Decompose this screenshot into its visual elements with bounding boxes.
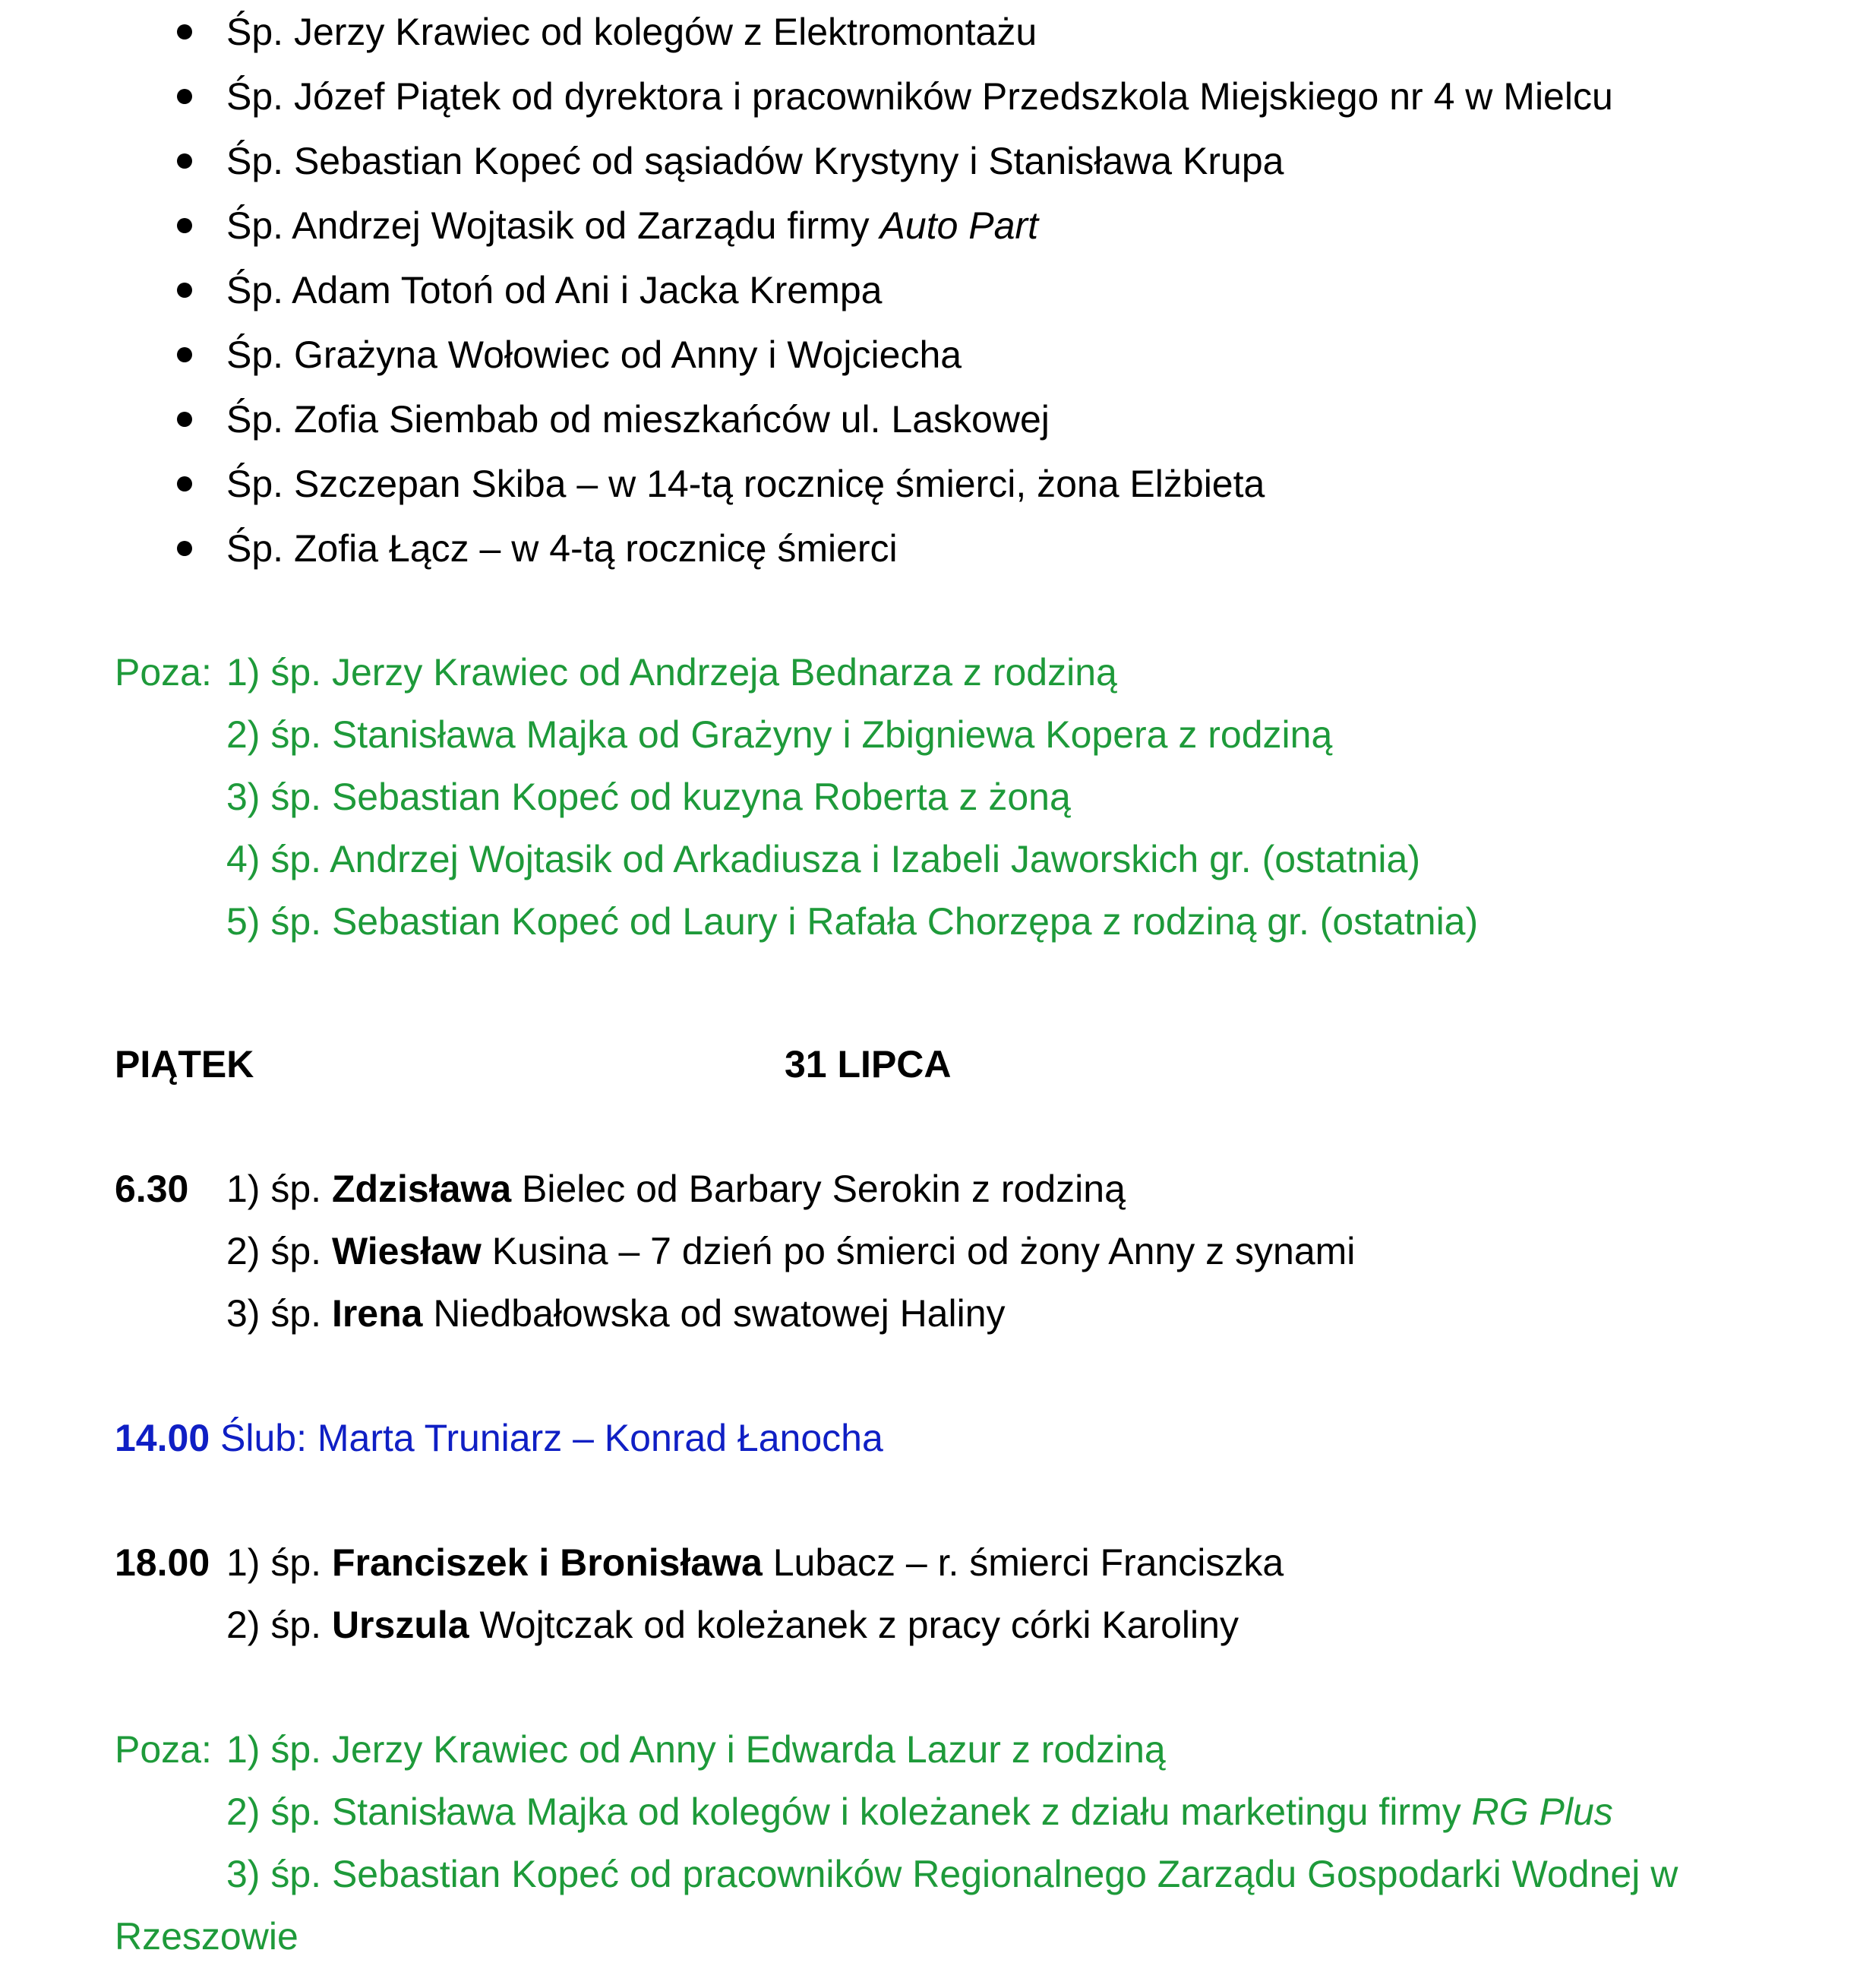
- company-name: Auto Part: [879, 204, 1038, 247]
- deceased-name: Zdzisława: [331, 1168, 512, 1210]
- list-item-text: Śp. Zofia Siembab od mieszkańców ul. Laskowej: [226, 398, 1050, 441]
- list-item-text: Śp. Zofia Łącz – w 4-tą rocznicę śmierci: [226, 527, 898, 570]
- mass-intention: 1) śp. Franciszek i Bronisława Lubacz – r. śmierci Franciszka: [226, 1541, 1284, 1584]
- wedding-text: Ślub: Marta Truniarz – Konrad Łanocha: [220, 1417, 883, 1459]
- poza-item: 3) śp. Sebastian Kopeć od pracowników Regionalnego Zarządu Gospodarki Wodnej w: [226, 1853, 1678, 1895]
- list-item-text: Śp. Andrzej Wojtasik od Zarządu firmy: [226, 204, 880, 247]
- deceased-name: Irena: [331, 1292, 423, 1335]
- day-date: 31 LIPCA: [785, 1043, 952, 1086]
- mass-intention: 1) śp. Zdzisława Bielec od Barbary Serokin z rodziną: [226, 1168, 1126, 1210]
- bullet-icon: [177, 218, 192, 233]
- mass-intention: 3) śp. Irena Niedbałowska od swatowej Haliny: [226, 1292, 1006, 1335]
- poza-label: Poza:: [115, 651, 212, 694]
- mass-intention: 2) śp. Urszula Wojtczak od koleżanek z pracy córki Karoliny: [226, 1604, 1239, 1646]
- deceased-name: Wiesław: [331, 1230, 482, 1272]
- list-item-text: Śp. Szczepan Skiba – w 14-tą rocznicę śmierci, żona Elżbieta: [226, 463, 1265, 505]
- poza-item: 2) śp. Stanisława Majka od Grażyny i Zbigniewa Kopera z rodziną: [226, 713, 1333, 756]
- mass-intention: 2) śp. Wiesław Kusina – 7 dzień po śmierci od żony Anny z synami: [226, 1230, 1356, 1272]
- wedding-entry: [115, 1415, 883, 1461]
- bullet-icon: [177, 476, 192, 491]
- mass-time: 18.00: [115, 1541, 210, 1584]
- list-item-text: Śp. Adam Totoń od Ani i Jacka Krempa: [226, 269, 883, 311]
- poza-item: 1) śp. Jerzy Krawiec od Anny i Edwarda Lazur z rodziną: [226, 1728, 1166, 1771]
- list-item-text: Śp. Jerzy Krawiec od kolegów z Elektromontażu: [226, 11, 1037, 53]
- poza-item: 4) śp. Andrzej Wojtasik od Arkadiusza i Izabeli Jaworskich gr. (ostatnia): [226, 838, 1420, 880]
- poza-item: 3) śp. Sebastian Kopeć od kuzyna Roberta z żoną: [226, 776, 1071, 818]
- poza-item: 2) śp. Stanisława Majka od kolegów i koleżanek z działu marketingu firmy RG Plus: [226, 1790, 1613, 1833]
- list-item-text: Śp. Grażyna Wołowiec od Anny i Wojciecha: [226, 333, 962, 376]
- wedding-time: 14.00: [115, 1417, 210, 1459]
- bullet-icon: [177, 153, 192, 169]
- bullet-icon: [177, 541, 192, 556]
- bullet-icon: [177, 412, 192, 427]
- company-name: RG Plus: [1471, 1790, 1613, 1833]
- list-item-text: Śp. Sebastian Kopeć od sąsiadów Krystyny i Stanisława Krupa: [226, 140, 1284, 182]
- mass-time: 6.30: [115, 1168, 189, 1210]
- bullet-icon: [177, 347, 192, 362]
- poza-label: Poza:: [115, 1728, 212, 1771]
- deceased-name: Franciszek i Bronisława: [331, 1541, 763, 1584]
- bullet-icon: [177, 283, 192, 298]
- day-name: PIĄTEK: [115, 1043, 254, 1086]
- list-item-text: Śp. Józef Piątek od dyrektora i pracowników Przedszkola Miejskiego nr 4 w Mielcu: [226, 75, 1613, 118]
- deceased-name: Urszula: [331, 1604, 469, 1646]
- bullet-icon: [177, 89, 192, 104]
- poza-item-continuation: Rzeszowie: [115, 1915, 298, 1958]
- poza-item: 5) śp. Sebastian Kopeć od Laury i Rafała Chorzępa z rodziną gr. (ostatnia): [226, 900, 1479, 943]
- bullet-icon: [177, 24, 192, 40]
- poza-item: 1) śp. Jerzy Krawiec od Andrzeja Bednarza z rodziną: [226, 651, 1117, 694]
